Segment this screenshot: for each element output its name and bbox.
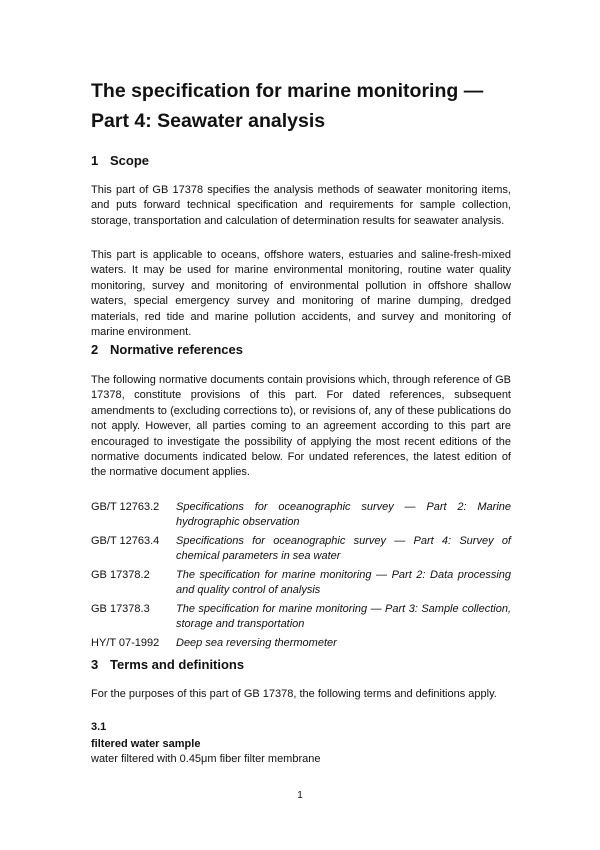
term-definition: water filtered with 0.45μm fiber filter membrane	[91, 753, 321, 765]
reference-title: The specification for marine monitoring — Part 2: Data processing and quality control of analysis	[176, 569, 511, 597]
section-title: Terms and definitions	[110, 657, 245, 672]
section-number: 3	[91, 657, 99, 672]
title-line-1: The specification for marine monitoring —	[91, 80, 484, 102]
reference-title: Specifications for oceanographic survey — Part 2: Marine hydrographic observation	[176, 501, 511, 529]
reference-code: GB/T 12763.4	[91, 535, 160, 547]
scope-paragraph-1: This part of GB 17378 specifies the analysis methods of seawater monitoring items, and puts forward technical specification and requirements for sample collection, storage, transportation and calculation of determination results for seawater analysis.	[91, 184, 511, 227]
document-title	[91, 76, 521, 136]
section-heading-terms	[91, 657, 244, 673]
reference-title: Specifications for oceanographic survey — Part 4: Survey of chemical parameters in sea water	[176, 535, 511, 563]
reference-item	[91, 636, 511, 651]
section-title: Scope	[110, 153, 150, 168]
reference-title: Deep sea reversing thermometer	[176, 637, 337, 649]
reference-title: The specification for marine monitoring — Part 3: Sample collection, storage and transportation	[176, 603, 511, 631]
title-line-2: Part 4: Seawater analysis	[91, 110, 326, 132]
reference-item	[91, 534, 511, 565]
normative-paragraph: The following normative documents contain provisions which, through reference of GB 17378, constitute provisions of this part. For dated references, subsequent amendments to (excluding corrections to), or revisions of, any of these publications do not apply. However, all parties coming to an agreement according to this part are encouraged to investigate the possibility of applying the most recent editions of the normative documents indicated below. For undated references, the latest edition of the normative document applies.	[91, 374, 511, 479]
section-heading-scope	[91, 153, 149, 169]
reference-list	[91, 500, 511, 655]
reference-code: GB 17378.3	[91, 603, 150, 615]
page-number: 1	[297, 790, 303, 801]
reference-item	[91, 602, 511, 633]
reference-item	[91, 568, 511, 599]
reference-item	[91, 500, 511, 531]
section-number: 2	[91, 342, 99, 357]
terms-paragraph: For the purposes of this part of GB 17378, the following terms and definitions apply.	[91, 688, 497, 700]
term-number: 3.1	[91, 721, 107, 733]
scope-paragraph-2: This part is applicable to oceans, offshore waters, estuaries and saline-fresh-mixed waters. It may be used for marine environmental monitoring, routine water quality monitoring, survey and monitoring of environmental pollution in offshore shallow waters, special emergency survey and monitoring of marine dumping, dredged materials, red tide and marine pollution accidents, and survey and monitoring of marine environment.	[91, 249, 511, 339]
reference-code: GB 17378.2	[91, 569, 150, 581]
term-name: filtered water sample	[91, 738, 201, 750]
section-title: Normative references	[110, 342, 243, 357]
section-heading-normative-references	[91, 342, 243, 358]
reference-code: GB/T 12763.2	[91, 501, 160, 513]
section-number: 1	[91, 153, 99, 168]
reference-code: HY/T 07-1992	[91, 637, 160, 649]
